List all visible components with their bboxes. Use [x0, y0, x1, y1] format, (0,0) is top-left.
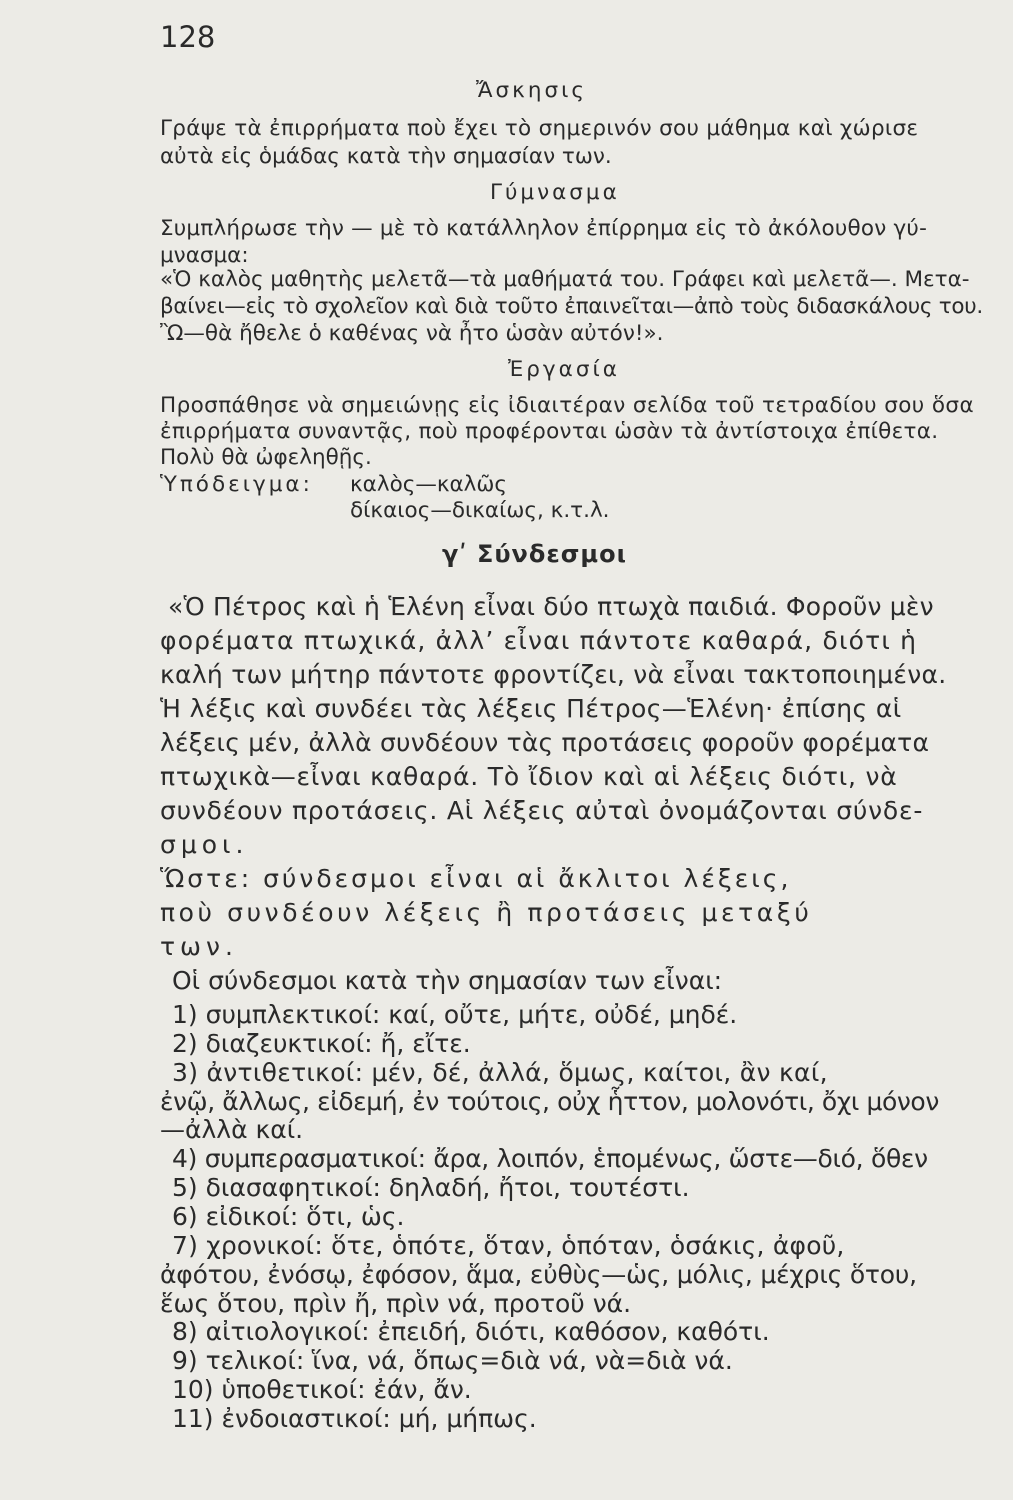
- text-line: μνασμα:: [160, 243, 249, 268]
- list-item: 7) χρονικοί: ὅτε, ὁπότε, ὅταν, ὁπόταν, ὁσάκις, ἀφοῦ,: [172, 1231, 845, 1260]
- text-line: «Ὁ καλὸς μαθητὴς μελετᾶ—τὰ μαθήματά του. Γράφει καὶ μελετᾶ—. Μετα-: [160, 267, 970, 292]
- text-line: Πολὺ θὰ ὠφεληθῇς.: [160, 445, 372, 470]
- text-line: Γράψε τὰ ἐπιρρήματα ποὺ ἔχει τὸ σημερινόν σου μάθημα καὶ χώρισε: [160, 116, 919, 141]
- list-item-continued: —ἀλλὰ καί.: [160, 1115, 304, 1144]
- definition-line: των.: [160, 932, 238, 961]
- text-line: φορέματα πτωχικά, ἀλλ’ εἶναι πάντοτε καθαρά, διότι ἡ: [160, 626, 918, 655]
- definition-line: Ὥστε: σύνδεσμοι εἶναι αἱ ἄκλιτοι λέξεις,: [160, 864, 792, 893]
- list-item-continued: ἀφότου, ἐνόσῳ, ἐφόσον, ἅμα, εὐθὺς—ὡς, μόλις, μέχρις ὅτου,: [160, 1260, 917, 1289]
- list-item: 10) ὑποθετικοί: ἐάν, ἄν.: [172, 1375, 472, 1404]
- text-line: «Ὁ Πέτρος καὶ ἡ Ἑλένη εἶναι δύο πτωχὰ παιδιά. Φοροῦν μὲν: [168, 592, 934, 621]
- text-line: Συμπλήρωσε τὴν — μὲ τὸ κατάλληλον ἐπίρρημα εἰς τὸ ἀκόλουθον γύ-: [160, 216, 928, 241]
- example-line: καλὸς—καλῶς: [350, 472, 508, 497]
- example-line: δίκαιος—δικαίως, κ.τ.λ.: [350, 498, 610, 523]
- section-heading-syndesmoi: γʹ Σύνδεσμοι: [442, 540, 627, 568]
- list-item: 6) εἰδικοί: ὅτι, ὡς.: [172, 1202, 405, 1231]
- section-title-gymnasma: Γύμνασμα: [490, 180, 620, 205]
- text-line: ἐπιρρήματα συναντᾷς, ποὺ προφέρονται ὡσὰν τὰ ἀντίστοιχα ἐπίθετα.: [160, 419, 939, 444]
- text-line: Οἱ σύνδεσμοι κατὰ τὴν σημασίαν των εἶναι:: [172, 966, 723, 995]
- list-item: 4) συμπερασματικοί: ἄρα, λοιπόν, ἑπομένως, ὥστε—διό, ὅθεν: [172, 1144, 928, 1173]
- text-line: συνδέουν προτάσεις. Αἱ λέξεις αὐταὶ ὀνομάζονται σύνδε-: [160, 796, 924, 825]
- list-item: 3) ἀντιθετικοί: μέν, δέ, ἀλλά, ὅμως, καίτοι, ἂν καί,: [172, 1058, 828, 1087]
- text-line: Προσπάθησε νὰ σημειώνῃς εἰς ἰδιαιτέραν σελίδα τοῦ τετραδίου σου ὅσα: [160, 393, 975, 418]
- text-line: λέξεις μέν, ἀλλὰ συνδέουν τὰς προτάσεις φοροῦν φορέματα: [160, 728, 930, 757]
- page-number: 128: [160, 20, 216, 54]
- list-item-continued: ἐνῷ, ἄλλως, εἰδεμή, ἐν τούτοις, οὐχ ἧττον, μολονότι, ὄχι μόνον: [160, 1087, 939, 1116]
- list-item: 11) ἐνδοιαστικοί: μή, μήπως.: [172, 1404, 537, 1433]
- example-label: Ὑπόδειγμα:: [160, 472, 313, 497]
- section-title-askisis: Ἄσκησις: [476, 78, 587, 103]
- list-item-continued: ἕως ὅτου, πρὶν ἤ, πρὶν νά, προτοῦ νά.: [160, 1289, 632, 1318]
- text-line: βαίνει—εἰς τὸ σχολεῖον καὶ διὰ τοῦτο ἐπαινεῖται—ἀπὸ τοὺς διδασκάλους του.: [160, 294, 983, 319]
- text-line: σμοι.: [160, 830, 249, 859]
- list-item: 9) τελικοί: ἵνα, νά, ὅπως=διὰ νά, νὰ=διὰ νά.: [172, 1346, 733, 1375]
- text-line: Ἡ λέξις καὶ συνδέει τὰς λέξεις Πέτρος—Ἑλένη· ἐπίσης αἱ: [160, 694, 902, 723]
- list-item: 2) διαζευκτικοί: ἤ, εἴτε.: [172, 1029, 471, 1058]
- section-title-ergasia: Ἐργασία: [508, 357, 620, 382]
- list-item: 5) διασαφητικοί: δηλαδή, ἤτοι, τουτέστι.: [172, 1173, 690, 1202]
- list-item: 1) συμπλεκτικοί: καί, οὔτε, μήτε, οὐδέ, μηδέ.: [172, 1000, 738, 1029]
- definition-line: ποὺ συνδέουν λέξεις ἢ προτάσεις μεταξύ: [160, 898, 813, 927]
- text-line: αὐτὰ εἰς ὁμάδας κατὰ τὴν σημασίαν των.: [160, 144, 612, 169]
- list-item: 8) αἰτιολογικοί: ἐπειδή, διότι, καθόσον, καθότι.: [172, 1317, 770, 1346]
- text-line: πτωχικὰ—εἶναι καθαρά. Τὸ ἴδιον καὶ αἱ λέξεις διότι, νὰ: [160, 762, 898, 791]
- text-line: καλή των μήτηρ πάντοτε φροντίζει, νὰ εἶναι τακτοποιημένα.: [160, 660, 947, 689]
- text-line: Ὢ—θὰ ἤθελε ὁ καθένας νὰ ἦτο ὡσὰν αὐτόν!».: [160, 321, 664, 346]
